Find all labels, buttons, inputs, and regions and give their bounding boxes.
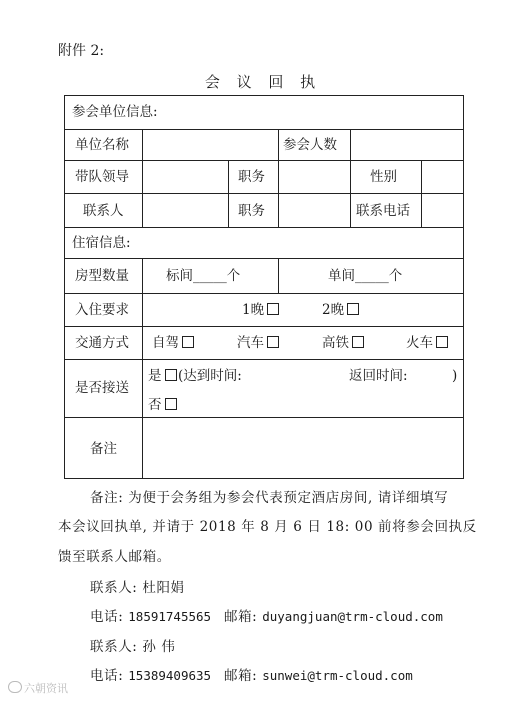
transport-label: 交通方式 (75, 335, 129, 351)
contact-person-label: 联系人 (83, 203, 124, 219)
watermark-icon (8, 681, 22, 693)
single-room-field[interactable]: 单间_____个 (328, 268, 403, 284)
option-label: 2晚 (322, 302, 345, 318)
col-divider (278, 129, 279, 160)
self-drive-option[interactable] (152, 335, 194, 351)
contact-1-details (90, 605, 443, 625)
position-label: 职务 (238, 169, 265, 185)
contact-1-email[interactable]: duyangjuan@trm-cloud.com (262, 609, 443, 624)
note-line-1: 备注: 为便于会务组为参会代表预定酒店房间, 请详细填写 (90, 490, 449, 506)
checkbox[interactable] (347, 303, 359, 315)
label-column-divider (142, 258, 143, 478)
checkbox[interactable] (267, 303, 279, 315)
attachment-label: 附件 2: (58, 43, 105, 59)
table-border-bottom (64, 478, 464, 479)
row-divider (64, 129, 464, 130)
row-divider (64, 359, 464, 360)
pickup-label: 是否接送 (75, 380, 129, 396)
team-leader-label: 带队领导 (75, 169, 129, 185)
label-column-divider (142, 129, 143, 227)
unit-name-label: 单位名称 (75, 137, 129, 153)
col-divider (350, 129, 351, 160)
one-night-option[interactable] (242, 302, 279, 318)
col-divider (350, 160, 351, 227)
participant-count-label: 参会人数 (283, 137, 337, 153)
bus-option[interactable] (237, 335, 279, 351)
section-lodging-info: 住宿信息: (72, 235, 131, 251)
phone-label: 电话: (90, 609, 124, 625)
table-border-right (463, 95, 464, 478)
row-divider (64, 193, 464, 194)
col-divider (421, 160, 422, 227)
arrival-time-field[interactable]: (达到时间: (178, 368, 242, 384)
note-line-2: 本会议回执单, 并请于 2018 年 8 月 6 日 18: 00 前将参会回执反 (58, 519, 477, 535)
room-type-label: 房型数量 (75, 268, 129, 284)
contact-1-phone: 18591745565 (128, 609, 212, 624)
option-label: 否 (148, 397, 162, 413)
pickup-yes-option[interactable] (148, 368, 177, 384)
col-divider (278, 160, 279, 227)
row-divider (64, 160, 464, 161)
remarks-label: 备注 (90, 441, 117, 457)
note-line-3: 馈至联系人邮箱。 (58, 549, 171, 565)
contact-2-phone: 15389409635 (128, 668, 212, 683)
reply-form-table (64, 95, 464, 478)
row-divider (64, 293, 464, 294)
two-nights-option[interactable] (322, 302, 359, 318)
row-divider (64, 258, 464, 259)
row-divider (64, 326, 464, 327)
position-label: 职务 (238, 203, 265, 219)
row-divider (64, 417, 464, 418)
checkbox[interactable] (182, 336, 194, 348)
checkbox[interactable] (352, 336, 364, 348)
gender-label: 性别 (370, 169, 397, 185)
table-border-left (64, 95, 65, 478)
checkbox[interactable] (165, 398, 177, 410)
row-divider (64, 227, 464, 228)
train-option[interactable] (406, 335, 448, 351)
option-label: 1晚 (242, 302, 265, 318)
checkin-requirement-label: 入住要求 (75, 302, 129, 318)
option-label: 自驾 (152, 335, 179, 351)
section-participant-info: 参会单位信息: (72, 104, 158, 120)
option-label: 高铁 (322, 335, 349, 351)
table-border-top (64, 95, 464, 96)
email-label: 邮箱: (223, 668, 258, 684)
checkbox[interactable] (267, 336, 279, 348)
close-paren: ) (452, 368, 458, 384)
contact-2-details (90, 664, 413, 684)
watermark (8, 680, 68, 696)
checkbox[interactable] (165, 369, 177, 381)
option-label: 汽车 (237, 335, 264, 351)
watermark-text: 六朝资讯 (24, 682, 68, 695)
option-label: 火车 (406, 335, 433, 351)
document-title: 会 议 回 执 (204, 73, 322, 91)
contact-1-name: 联系人: 杜阳娟 (90, 580, 185, 596)
option-label: 是 (148, 368, 162, 384)
contact-2-name: 联系人: 孙 伟 (90, 639, 176, 655)
contact-phone-label: 联系电话 (356, 203, 410, 219)
contact-2-email[interactable]: sunwei@trm-cloud.com (262, 668, 413, 683)
col-divider (228, 160, 229, 227)
return-time-field[interactable]: 返回时间: (349, 368, 408, 384)
high-speed-rail-option[interactable] (322, 335, 364, 351)
pickup-no-option[interactable] (148, 397, 177, 413)
standard-room-field[interactable]: 标间_____个 (166, 268, 241, 284)
col-divider (278, 258, 279, 293)
checkbox[interactable] (436, 336, 448, 348)
phone-label: 电话: (90, 668, 124, 684)
email-label: 邮箱: (223, 609, 258, 625)
